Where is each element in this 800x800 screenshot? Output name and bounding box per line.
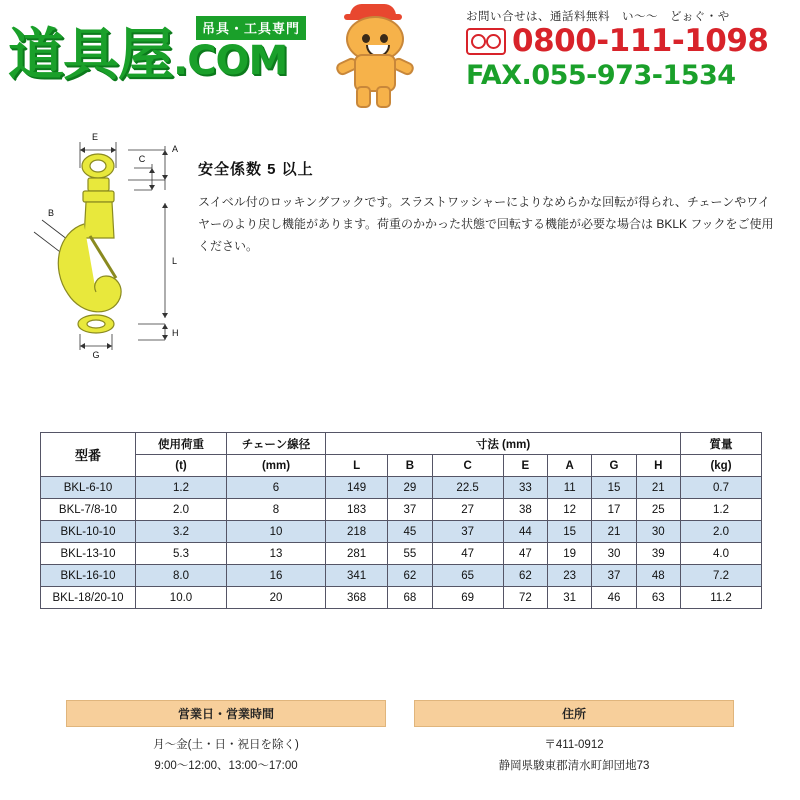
- svg-text:C: C: [138, 154, 146, 164]
- hook-diagram-icon: [20, 128, 190, 358]
- cell-chain: 13: [227, 543, 326, 565]
- th-mass-unit: (kg): [681, 455, 762, 477]
- table-row: [41, 587, 762, 609]
- table-header-row-1: [41, 433, 762, 455]
- cell-mass: 7.2: [681, 565, 762, 587]
- freedial-icon: [466, 28, 506, 55]
- th-mass: 質量: [681, 433, 762, 455]
- th-chain-unit: (mm): [227, 455, 326, 477]
- mascot-leg-left-icon: [356, 86, 371, 108]
- product-description: スイベル付のロッキングフックです。スラストワッシャーによりなめらかな回転が得られ、チェーンやワイヤーのより戻し機能があります。荷重のかかった状態で回転する機能が必要な場合は BKLK フックをご使用ください。: [198, 195, 774, 254]
- cell-C: 22.5: [432, 477, 503, 499]
- cell-C: 37: [432, 521, 503, 543]
- address-title: 住所: [414, 700, 734, 727]
- cell-E: 62: [503, 565, 547, 587]
- product-section: [0, 118, 800, 368]
- table-header-row-2: [41, 455, 762, 477]
- cell-load: 10.0: [136, 587, 227, 609]
- cell-L: 368: [326, 587, 388, 609]
- cell-G: 37: [592, 565, 636, 587]
- spec-table: [40, 432, 762, 609]
- address-postal: 〒411-0912: [544, 739, 604, 751]
- product-description-block: [198, 158, 778, 258]
- table-row: [41, 521, 762, 543]
- cell-mass: 2.0: [681, 521, 762, 543]
- cell-E: 44: [503, 521, 547, 543]
- cell-model: BKL-7/8-10: [41, 499, 136, 521]
- th-dim-H: H: [636, 455, 680, 477]
- cell-A: 19: [548, 543, 592, 565]
- contact-block: [466, 8, 796, 91]
- cell-A: 11: [548, 477, 592, 499]
- cell-model: BKL-10-10: [41, 521, 136, 543]
- th-dim-E: E: [503, 455, 547, 477]
- cell-mass: 0.7: [681, 477, 762, 499]
- cell-B: 37: [388, 499, 432, 521]
- cell-C: 47: [432, 543, 503, 565]
- cell-A: 31: [548, 587, 592, 609]
- cell-A: 12: [548, 499, 592, 521]
- cell-G: 17: [592, 499, 636, 521]
- address-box: [414, 700, 734, 776]
- mascot-character-icon: [336, 4, 410, 106]
- cell-H: 39: [636, 543, 680, 565]
- cell-E: 72: [503, 587, 547, 609]
- mascot-eye-right-icon: [380, 34, 388, 43]
- cell-E: 33: [503, 477, 547, 499]
- cell-A: 15: [548, 521, 592, 543]
- cell-G: 15: [592, 477, 636, 499]
- business-hours-body: [66, 727, 386, 776]
- svg-text:A: A: [172, 144, 179, 154]
- th-dimensions: 寸法 (mm): [326, 433, 681, 455]
- cell-H: 48: [636, 565, 680, 587]
- cell-C: 69: [432, 587, 503, 609]
- cell-model: BKL-13-10: [41, 543, 136, 565]
- cell-chain: 20: [227, 587, 326, 609]
- cell-mass: 1.2: [681, 499, 762, 521]
- svg-text:B: B: [48, 208, 55, 218]
- cell-B: 55: [388, 543, 432, 565]
- cell-load: 1.2: [136, 477, 227, 499]
- cell-H: 63: [636, 587, 680, 609]
- table-row: [41, 543, 762, 565]
- cell-C: 65: [432, 565, 503, 587]
- th-dim-G: G: [592, 455, 636, 477]
- logo-japanese: 道具屋: [8, 23, 173, 88]
- cell-G: 21: [592, 521, 636, 543]
- business-hours-title: 営業日・営業時間: [66, 700, 386, 727]
- table-row: [41, 565, 762, 587]
- cell-chain: 10: [227, 521, 326, 543]
- cell-C: 27: [432, 499, 503, 521]
- address-street: 静岡県駿東郡清水町卸団地73: [498, 759, 650, 772]
- cell-load: 2.0: [136, 499, 227, 521]
- cell-B: 62: [388, 565, 432, 587]
- business-hours-box: [66, 700, 386, 776]
- cell-L: 218: [326, 521, 388, 543]
- cell-mass: 4.0: [681, 543, 762, 565]
- spec-table-wrapper: [40, 432, 762, 609]
- logo-dotcom: .COM: [173, 38, 288, 84]
- cell-model: BKL-16-10: [41, 565, 136, 587]
- product-drawing: [20, 128, 190, 358]
- cell-B: 68: [388, 587, 432, 609]
- mascot-leg-right-icon: [376, 86, 391, 108]
- safety-factor-heading: 安全係数 5 以上: [198, 161, 314, 178]
- cell-E: 38: [503, 499, 547, 521]
- svg-text:E: E: [91, 132, 99, 142]
- cell-B: 29: [388, 477, 432, 499]
- site-logo[interactable]: [8, 6, 328, 106]
- cell-chain: 8: [227, 499, 326, 521]
- spec-table-body: [41, 477, 762, 609]
- cell-H: 21: [636, 477, 680, 499]
- th-dim-B: B: [388, 455, 432, 477]
- cell-L: 183: [326, 499, 388, 521]
- table-row: [41, 477, 762, 499]
- table-row: [41, 499, 762, 521]
- svg-text:G: G: [92, 350, 100, 358]
- cell-chain: 6: [227, 477, 326, 499]
- cell-load: 5.3: [136, 543, 227, 565]
- th-dim-L: L: [326, 455, 388, 477]
- address-body: [414, 727, 734, 776]
- cell-E: 47: [503, 543, 547, 565]
- business-hours-days: 月～金(土・日・祝日を除く): [153, 739, 299, 751]
- cell-model: BKL-6-10: [41, 477, 136, 499]
- cell-H: 30: [636, 521, 680, 543]
- telephone-row: [466, 23, 796, 59]
- th-dim-A: A: [548, 455, 592, 477]
- th-chain: チェーン線径: [227, 433, 326, 455]
- cell-L: 149: [326, 477, 388, 499]
- cell-G: 46: [592, 587, 636, 609]
- th-model: 型番: [41, 433, 136, 477]
- cell-A: 23: [548, 565, 592, 587]
- telephone-number: 0800-111-1098: [512, 23, 769, 59]
- business-hours-times: 9:00～12:00、13:00～17:00: [154, 759, 298, 772]
- spec-table-head: [41, 433, 762, 477]
- mascot-eye-left-icon: [362, 34, 370, 43]
- cell-G: 30: [592, 543, 636, 565]
- th-dim-C: C: [432, 455, 503, 477]
- contact-note: お問い合せは、通話料無料 い～～ どぉぐ・や: [466, 11, 730, 23]
- page-header: [0, 0, 800, 118]
- cell-load: 3.2: [136, 521, 227, 543]
- cell-chain: 16: [227, 565, 326, 587]
- svg-text:H: H: [172, 328, 179, 338]
- logo-tagline: 吊具・工具専門: [196, 16, 306, 40]
- cell-H: 25: [636, 499, 680, 521]
- cell-load: 8.0: [136, 565, 227, 587]
- cell-L: 281: [326, 543, 388, 565]
- cell-L: 341: [326, 565, 388, 587]
- cell-B: 45: [388, 521, 432, 543]
- th-load: 使用荷重: [136, 433, 227, 455]
- fax-number: FAX.055-973-1534: [466, 60, 736, 91]
- svg-text:L: L: [172, 256, 178, 266]
- cell-mass: 11.2: [681, 587, 762, 609]
- th-load-unit: (t): [136, 455, 227, 477]
- cell-model: BKL-18/20-10: [41, 587, 136, 609]
